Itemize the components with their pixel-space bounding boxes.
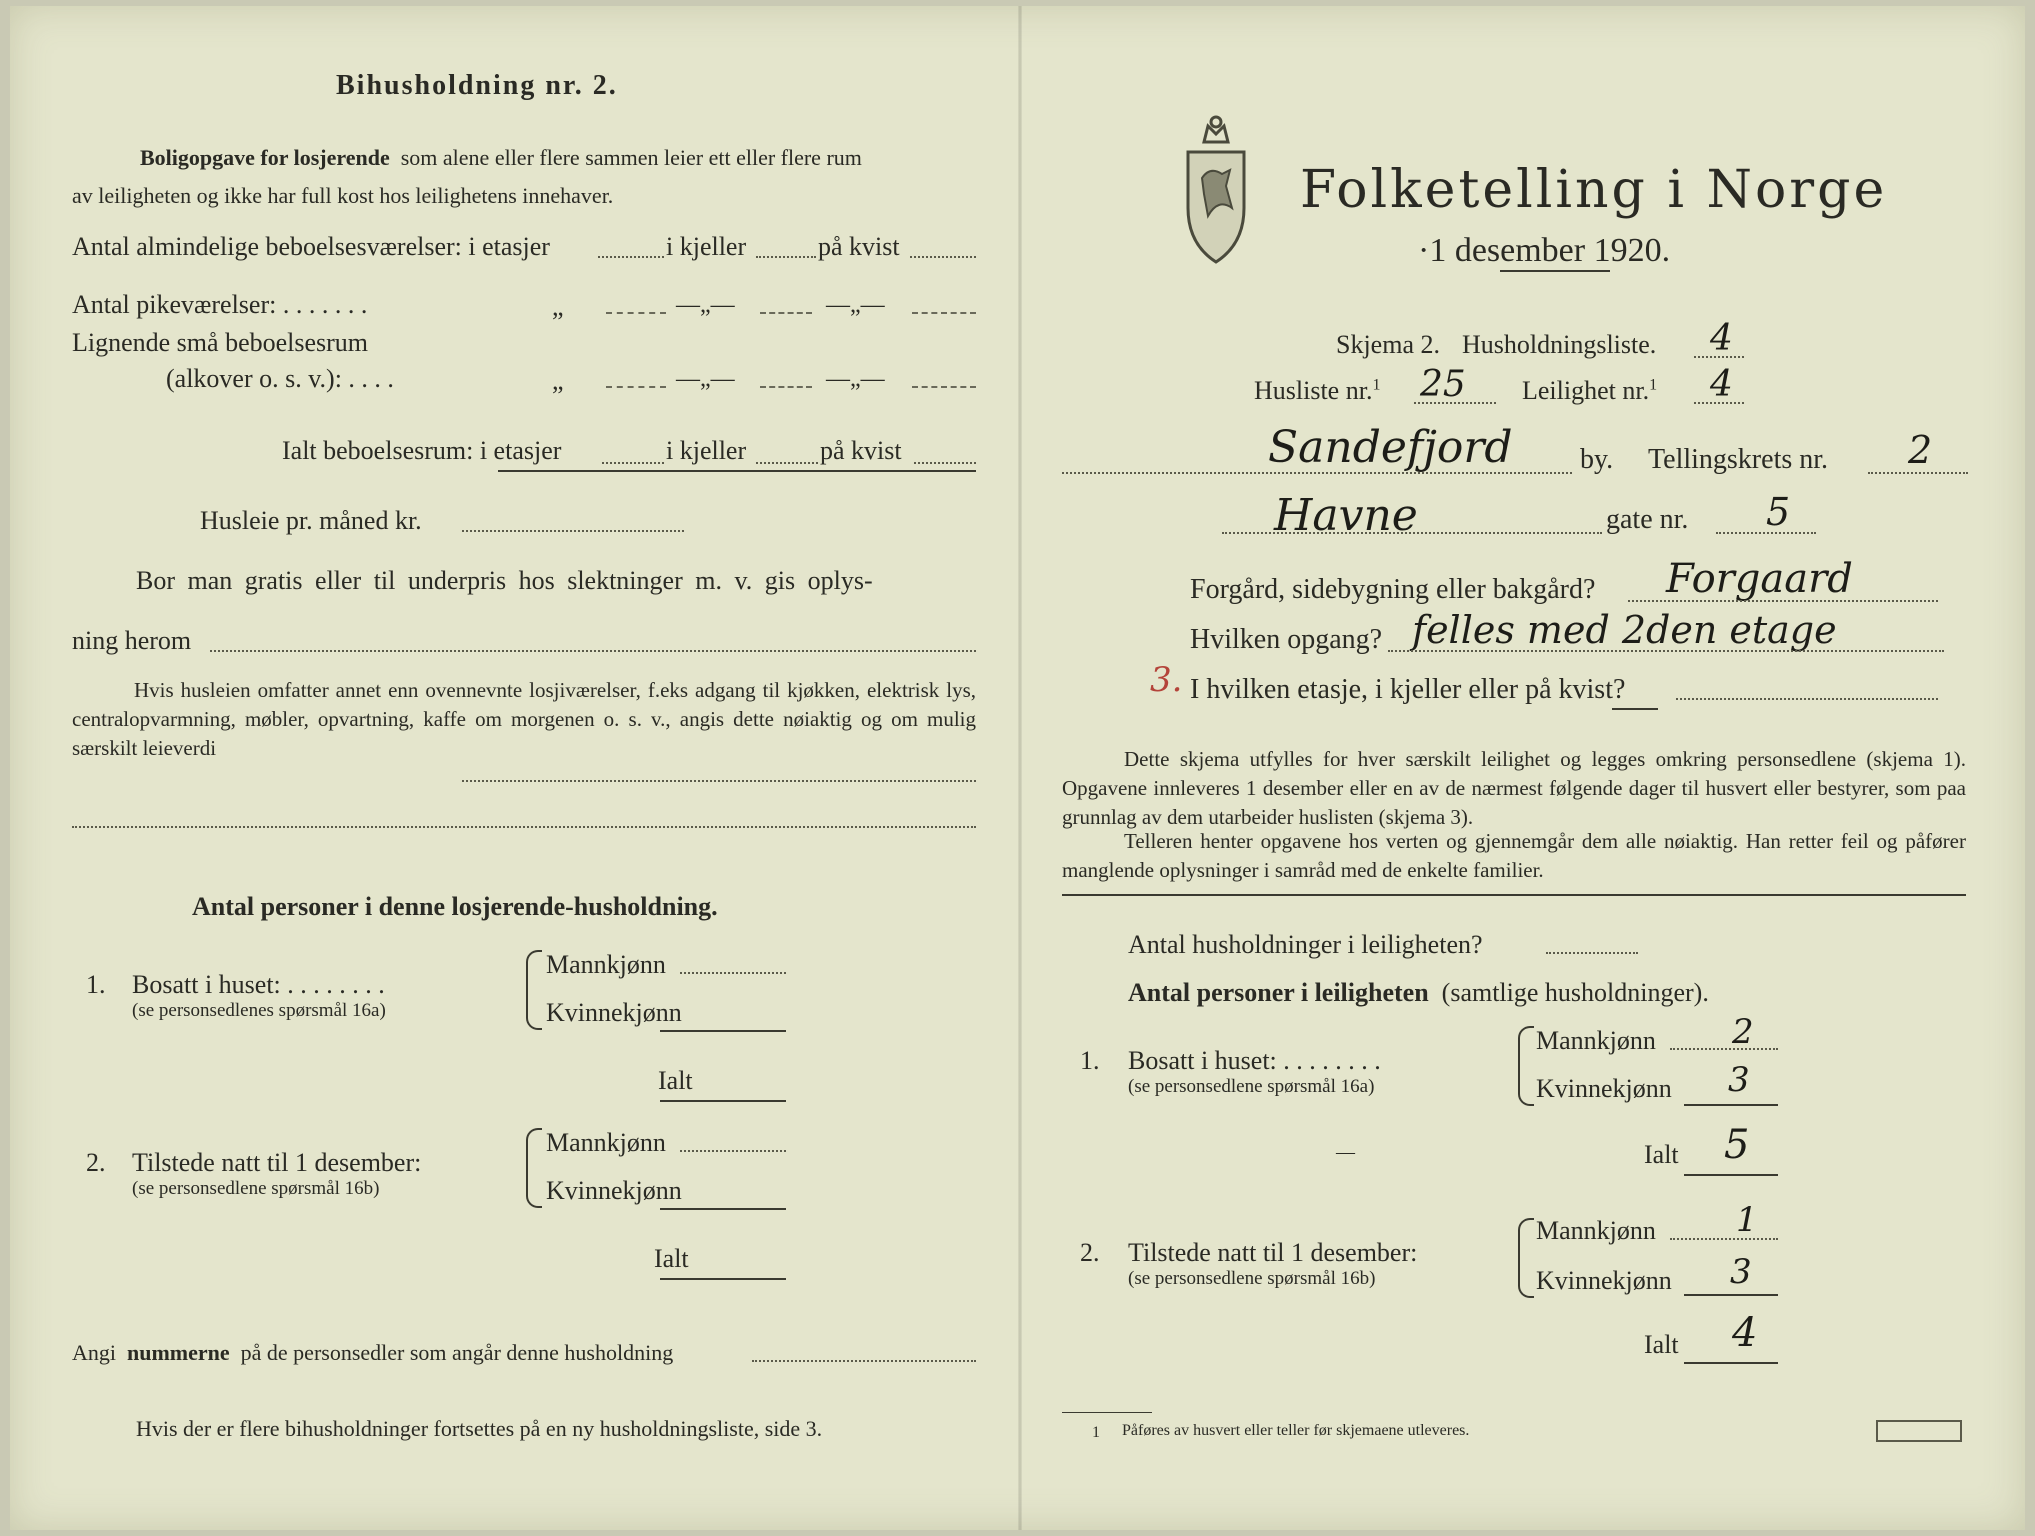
antal-pers-bold: Antal personer i leiligheten bbox=[1128, 978, 1429, 1007]
hh-liste-field[interactable] bbox=[1694, 356, 1744, 358]
r-q1-num: 1. bbox=[1080, 1046, 1100, 1075]
husleie-label: Husleie pr. måned kr. bbox=[200, 506, 422, 535]
antal-hh-field[interactable] bbox=[1546, 952, 1638, 954]
form-date: ·1 desember 1920. bbox=[1418, 232, 1671, 269]
leilighet-label-text: Leilighet nr. bbox=[1522, 376, 1650, 405]
r-q2-ialt-label: Ialt bbox=[1644, 1330, 1679, 1359]
l-q1-mann-label: Mannkjønn bbox=[546, 950, 666, 979]
r-q2-mann-label: Mannkjønn bbox=[1536, 1216, 1656, 1245]
pike-ditto-3: —„— bbox=[826, 292, 885, 318]
pike-label: Antal pikeværelser: . . . . . . . bbox=[72, 290, 368, 319]
intro-line-1 bbox=[140, 145, 862, 171]
pike-line-1[interactable] bbox=[606, 312, 666, 314]
date-underline bbox=[1500, 270, 1610, 272]
l-q1-kvinne-field[interactable] bbox=[660, 1030, 786, 1032]
hvis-field[interactable] bbox=[462, 780, 976, 782]
hvis-text: Hvis husleien omfatter annet enn ovennevnte losjiværelser, f.eks adgang til kjøkken, elektrisk lys, centralopvarmning, møbler, opvartning, kaffe om morgenen o. s. v., angis dette nøiaktig og om mulig særskilt leieverdi bbox=[72, 678, 976, 760]
ialt-label: Ialt beboelsesrum: i etasjer bbox=[282, 436, 562, 465]
printer-stamp bbox=[1876, 1420, 1962, 1442]
hh-liste-label: Husholdningsliste. bbox=[1462, 330, 1657, 359]
lignende-line-2[interactable] bbox=[760, 386, 812, 388]
r-q1-ialt-value: 5 bbox=[1724, 1122, 1750, 1168]
r-q1-kvinne-value: 3 bbox=[1728, 1060, 1750, 1100]
rooms-kvist-field[interactable] bbox=[910, 256, 976, 258]
opgang-field[interactable] bbox=[1388, 650, 1944, 652]
gate-nr-value: 5 bbox=[1766, 490, 1791, 534]
r-q2-num: 2. bbox=[1080, 1238, 1100, 1267]
l-q2-label: Tilstede natt til 1 desember: bbox=[132, 1148, 422, 1177]
hh-liste-value: 4 bbox=[1710, 318, 1733, 359]
instruction-rule bbox=[1062, 894, 1966, 896]
forgard-label: Forgård, sidebygning eller bakgård? bbox=[1190, 574, 1596, 605]
gate-label: gate nr. bbox=[1606, 504, 1689, 535]
rooms-label: Antal almindelige beboelsesværelser: i etasjer bbox=[72, 232, 550, 261]
husleie-field[interactable] bbox=[462, 530, 684, 532]
l-q1-num: 1. bbox=[86, 970, 106, 999]
footnote-text: Påføres av husvert eller teller før skjemaene utleveres. bbox=[1122, 1422, 1470, 1439]
by-value: Sandefjord bbox=[1268, 422, 1513, 473]
pike-line-2[interactable] bbox=[760, 312, 812, 314]
opgang-label: Hvilken opgang? bbox=[1190, 624, 1383, 655]
forgard-value: Forgaard bbox=[1666, 556, 1853, 602]
husliste-label-text: Husliste nr. bbox=[1254, 376, 1373, 405]
l-q2-note: (se personsedlene spørsmål 16b) bbox=[132, 1178, 380, 1199]
r-q2-brace bbox=[1518, 1218, 1534, 1298]
husliste-value: 25 bbox=[1420, 364, 1466, 405]
pike-ditto-2: —„— bbox=[676, 292, 735, 318]
etasje-label: I hvilken etasje, i kjeller eller på kvist? bbox=[1190, 674, 1626, 705]
antal-pers-rest: (samtlige husholdninger). bbox=[1441, 978, 1709, 1007]
etasje-field[interactable] bbox=[1676, 698, 1938, 700]
angi-field[interactable] bbox=[752, 1360, 976, 1362]
krets-value: 2 bbox=[1908, 428, 1933, 472]
l-q1-ialt-field[interactable] bbox=[660, 1100, 786, 1102]
lignende-ditto-2: —„— bbox=[676, 366, 735, 392]
leilighet-field[interactable] bbox=[1694, 402, 1744, 404]
left-heading: Bihusholdning nr. 2. bbox=[336, 70, 618, 101]
leilighet-sup: 1 bbox=[1649, 376, 1658, 394]
l-q1-brace bbox=[526, 950, 542, 1030]
krets-field[interactable] bbox=[1868, 472, 1968, 474]
ialt-etasjer-field[interactable] bbox=[602, 462, 664, 464]
coat-of-arms-icon bbox=[1178, 112, 1254, 268]
form-title: Folketelling i Norge bbox=[1300, 160, 1888, 220]
r-q1-note: (se personsedlene spørsmål 16a) bbox=[1128, 1076, 1375, 1097]
r-q1-mann-value: 2 bbox=[1732, 1012, 1754, 1052]
angi-pre: Angi bbox=[72, 1340, 116, 1365]
intro-rest: som alene eller flere sammen leier ett eller flere rum bbox=[400, 145, 862, 170]
l-q1-note: (se personsedlenes spørsmål 16a) bbox=[132, 1000, 386, 1021]
antal-hh-label: Antal husholdninger i leiligheten? bbox=[1128, 930, 1483, 959]
gate-value: Havne bbox=[1274, 490, 1418, 541]
r-q1-label: Bosatt i huset: . . . . . . . . bbox=[1128, 1046, 1381, 1075]
instruction-2: Telleren henter opgavene hos verten og gjennemgår dem alle nøiaktig. Han retter feil og påfører manglende oplysninger i samråd med de enkelte familier. bbox=[1062, 829, 1966, 882]
kvist-underline bbox=[1612, 708, 1658, 710]
rooms-kjeller-label: i kjeller bbox=[666, 232, 747, 261]
lignende-ditto-1: „ bbox=[552, 366, 564, 395]
ialt-kvist-label: på kvist bbox=[820, 436, 902, 465]
l-q1-ialt-label: Ialt bbox=[658, 1066, 693, 1095]
ialt-kjeller-field[interactable] bbox=[756, 462, 818, 464]
leilighet-value: 4 bbox=[1710, 364, 1733, 405]
pike-ditto-1: „ bbox=[552, 292, 564, 321]
ialt-rule bbox=[498, 470, 976, 472]
r-q1-mann-label: Mannkjønn bbox=[1536, 1026, 1656, 1055]
rooms-kjeller-field[interactable] bbox=[756, 256, 816, 258]
r-q2-ialt-value: 4 bbox=[1732, 1310, 1758, 1356]
lignende-line-3[interactable] bbox=[912, 386, 976, 388]
r-q2-kvinne-value: 3 bbox=[1730, 1252, 1752, 1292]
left-footer: Hvis der er flere bihusholdninger fortsettes på en ny husholdningsliste, side 3. bbox=[136, 1416, 823, 1441]
skjema-label: Skjema 2. bbox=[1336, 330, 1440, 359]
r-q2-note: (se personsedlene spørsmål 16b) bbox=[1128, 1268, 1376, 1289]
l-q2-mann-field[interactable] bbox=[680, 1150, 786, 1152]
l-q2-ialt-field[interactable] bbox=[660, 1278, 786, 1280]
l-q1-label: Bosatt i huset: . . . . . . . . bbox=[132, 970, 385, 999]
hvis-field-2[interactable] bbox=[72, 826, 976, 828]
r-q1-kvinne-field[interactable] bbox=[1684, 1104, 1778, 1106]
husliste-sup: 1 bbox=[1372, 376, 1381, 394]
lignende-label-2: (alkover o. s. v.): . . . . bbox=[166, 364, 394, 393]
r-q2-kvinne-field[interactable] bbox=[1684, 1294, 1778, 1296]
lignende-line-1[interactable] bbox=[606, 386, 666, 388]
r-q2-ialt-field[interactable] bbox=[1684, 1362, 1778, 1364]
leilighet-label bbox=[1522, 376, 1657, 406]
r-q1-ialt-field[interactable] bbox=[1684, 1174, 1778, 1176]
l-q2-ialt-label: Ialt bbox=[654, 1244, 689, 1273]
husliste-field[interactable] bbox=[1414, 402, 1496, 404]
r-q1-kvinne-label: Kvinnekjønn bbox=[1536, 1074, 1672, 1103]
r-q2-mann-value: 1 bbox=[1736, 1200, 1758, 1240]
by-field[interactable] bbox=[1062, 472, 1572, 474]
angi-rest: på de personsedler som angår denne husholdning bbox=[240, 1340, 674, 1365]
l-q2-num: 2. bbox=[86, 1148, 106, 1177]
bor-line-1: Bor man gratis eller til underpris hos slektninger m. v. gis oplys- bbox=[136, 566, 873, 595]
krets-label: Tellingskrets nr. bbox=[1648, 444, 1829, 475]
by-label: by. bbox=[1580, 444, 1614, 475]
footnote-number: 1 bbox=[1092, 1424, 1100, 1441]
r-q1-mann-field[interactable] bbox=[1670, 1048, 1778, 1050]
ialt-kjeller-label: i kjeller bbox=[666, 436, 747, 465]
pike-line-3[interactable] bbox=[912, 312, 976, 314]
bor-line-2: ning herom bbox=[72, 626, 192, 655]
lignende-ditto-3: —„— bbox=[826, 366, 885, 392]
page-fold bbox=[1018, 6, 1022, 1530]
l-q2-kvinne-label: Kvinnekjønn bbox=[546, 1176, 682, 1205]
intro-line-2: av leiligheten og ikke har full kost hos leilighetens innehaver. bbox=[72, 183, 614, 208]
angi-line bbox=[72, 1340, 673, 1366]
opgang-value: felles med 2den etage bbox=[1412, 608, 1837, 652]
husliste-label bbox=[1254, 376, 1380, 406]
intro-bold: Boligopgave for losjerende bbox=[140, 145, 390, 170]
l-q2-kvinne-field[interactable] bbox=[660, 1208, 786, 1210]
r-dash-mark: — bbox=[1336, 1142, 1355, 1163]
instruction-1: Dette skjema utfylles for hver særskilt leilighet og legges omkring personsedlene (skjema 1). Opgavene innleveres 1 desember eller en av de nærmest følgende dager til husvert eller bestyrer, som paa grunnlag av dem utarbeider huslisten (skjema 3). bbox=[1062, 747, 1966, 829]
angi-bold: nummerne bbox=[127, 1340, 230, 1365]
rooms-kvist-label: på kvist bbox=[818, 232, 900, 261]
persons-heading: Antal personer i denne losjerende-husholdning. bbox=[192, 892, 718, 921]
footnote-rule bbox=[1062, 1412, 1152, 1413]
r-q2-label: Tilstede natt til 1 desember: bbox=[1128, 1238, 1418, 1267]
gate-nr-field[interactable] bbox=[1716, 532, 1816, 534]
etasje-mark: 3. bbox=[1150, 660, 1183, 700]
r-q1-brace bbox=[1518, 1026, 1534, 1106]
l-q1-kvinne-label: Kvinnekjønn bbox=[546, 998, 682, 1027]
forgard-field[interactable] bbox=[1628, 600, 1938, 602]
l-q2-brace bbox=[526, 1128, 542, 1208]
antal-pers-line bbox=[1128, 978, 1709, 1008]
bor-field[interactable] bbox=[210, 650, 976, 652]
r-q2-mann-field[interactable] bbox=[1670, 1238, 1778, 1240]
l-q1-mann-field[interactable] bbox=[680, 972, 786, 974]
rooms-etasjer-field[interactable] bbox=[598, 256, 664, 258]
hvis-paragraph bbox=[72, 676, 976, 763]
l-q2-mann-label: Mannkjønn bbox=[546, 1128, 666, 1157]
r-q2-kvinne-label: Kvinnekjønn bbox=[1536, 1266, 1672, 1295]
r-q1-ialt-label: Ialt bbox=[1644, 1140, 1679, 1169]
ialt-kvist-field[interactable] bbox=[914, 462, 976, 464]
lignende-label-1: Lignende små beboelsesrum bbox=[72, 328, 369, 357]
gate-field[interactable] bbox=[1222, 532, 1602, 534]
